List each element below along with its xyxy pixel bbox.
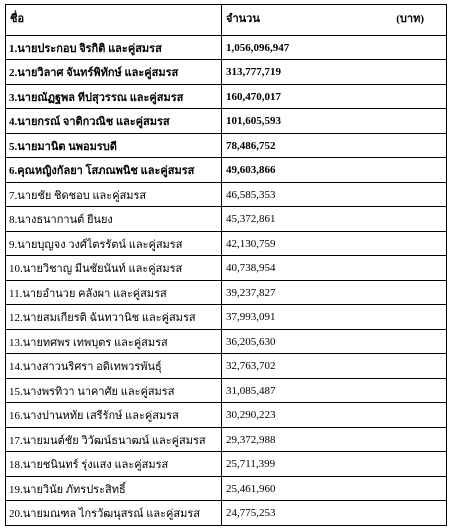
amount-header-label: จำนวน <box>226 13 260 25</box>
amount-cell: 39,237,827 <box>222 280 447 305</box>
amount-cell: 37,993,091 <box>222 305 447 330</box>
person-name-cell: 5.นายมานิต นพอมรบดี <box>6 133 222 158</box>
person-name-cell: 17.นายมนต์ชัย วิวัฒน์ธนาฒน์ และคู่สมรส <box>6 427 222 452</box>
person-name-cell: 13.นายทศพร เทพบุตร และคู่สมรส <box>6 329 222 354</box>
person-name-cell: 16.นางปานหทัย เสรีรักษ์ และคู่สมรส <box>6 403 222 428</box>
amount-cell: 78,486,752 <box>222 133 447 158</box>
table-row <box>6 60 447 85</box>
table-row <box>6 109 447 134</box>
table-row <box>6 207 447 232</box>
amount-cell: 160,470,017 <box>222 84 447 109</box>
table-row <box>6 84 447 109</box>
person-name-cell: 7.นายชัย ชิดชอบ และคู่สมรส <box>6 182 222 207</box>
amount-cell: 31,085,487 <box>222 378 447 403</box>
table-row <box>6 305 447 330</box>
person-name-cell: 20.นายมณฑล ไกรวัฒนุสรณ์ และคู่สมรส <box>6 501 222 526</box>
person-name-cell: 6.คุณหญิงกัลยา โสภณพนิช และคู่สมรส <box>6 158 222 183</box>
amount-column-header <box>222 5 447 36</box>
table-row <box>6 256 447 281</box>
person-name-cell: 10.นายวิชาญ มีนชัยนันท์ และคู่สมรส <box>6 256 222 281</box>
unit-header-label: (บาท) <box>396 13 424 25</box>
table-row <box>6 231 447 256</box>
amount-cell: 313,777,719 <box>222 60 447 85</box>
person-name-cell: 8.นางธนากานต์ ยีนยง <box>6 207 222 232</box>
amount-cell: 46,585,353 <box>222 182 447 207</box>
person-name-cell: 2.นายวิลาศ จันทร์พิทักษ์ และคู่สมรส <box>6 60 222 85</box>
amount-cell: 24,775,253 <box>222 501 447 526</box>
amount-cell: 49,603,866 <box>222 158 447 183</box>
table-header-row <box>6 5 447 36</box>
table-row <box>6 427 447 452</box>
amount-cell: 25,711,399 <box>222 452 447 477</box>
person-name-cell: 11.นายอำนวย คลังผา และคู่สมรส <box>6 280 222 305</box>
person-name-cell: 14.นางสาวนริศรา อดิเทพวรพันธุ์ <box>6 354 222 379</box>
amount-cell: 29,372,988 <box>222 427 447 452</box>
table-row <box>6 452 447 477</box>
amount-cell: 30,290,223 <box>222 403 447 428</box>
table-row <box>6 403 447 428</box>
person-name-cell: 4.นายกรณ์ จาติกวณิช และคู่สมรส <box>6 109 222 134</box>
table-row <box>6 354 447 379</box>
table-row <box>6 133 447 158</box>
person-name-cell: 3.นายณัฏฐพล ทีปสุวรรณ และคู่สมรส <box>6 84 222 109</box>
name-column-header: ชื่อ <box>6 5 222 36</box>
person-name-cell: 9.นายบุญจง วงศ์ไตรรัตน์ และคู่สมรส <box>6 231 222 256</box>
table-row <box>6 476 447 501</box>
amount-cell: 42,130,759 <box>222 231 447 256</box>
amount-cell: 32,763,702 <box>222 354 447 379</box>
table-row <box>6 182 447 207</box>
table-row <box>6 501 447 526</box>
amount-cell: 1,056,096,947 <box>222 35 447 60</box>
amount-cell: 45,372,861 <box>222 207 447 232</box>
table-row <box>6 280 447 305</box>
amount-cell: 101,605,593 <box>222 109 447 134</box>
amount-cell: 40,738,954 <box>222 256 447 281</box>
table-row <box>6 35 447 60</box>
person-name-cell: 19.นายวินัย ภัทรประสิทธิ์ <box>6 476 222 501</box>
person-name-cell: 15.นางพรทิวา นาคาศัย และคู่สมรส <box>6 378 222 403</box>
person-name-cell: 1.นายประกอบ จิรกิติ และคู่สมรส <box>6 35 222 60</box>
table-row <box>6 158 447 183</box>
table-row <box>6 329 447 354</box>
assets-table <box>5 4 447 526</box>
table-row <box>6 378 447 403</box>
person-name-cell: 12.นายสมเกียรติ ฉันทวานิช และคู่สมรส <box>6 305 222 330</box>
amount-cell: 25,461,960 <box>222 476 447 501</box>
person-name-cell: 18.นายชนินทร์ รุ่งแสง และคู่สมรส <box>6 452 222 477</box>
amount-cell: 36,205,630 <box>222 329 447 354</box>
